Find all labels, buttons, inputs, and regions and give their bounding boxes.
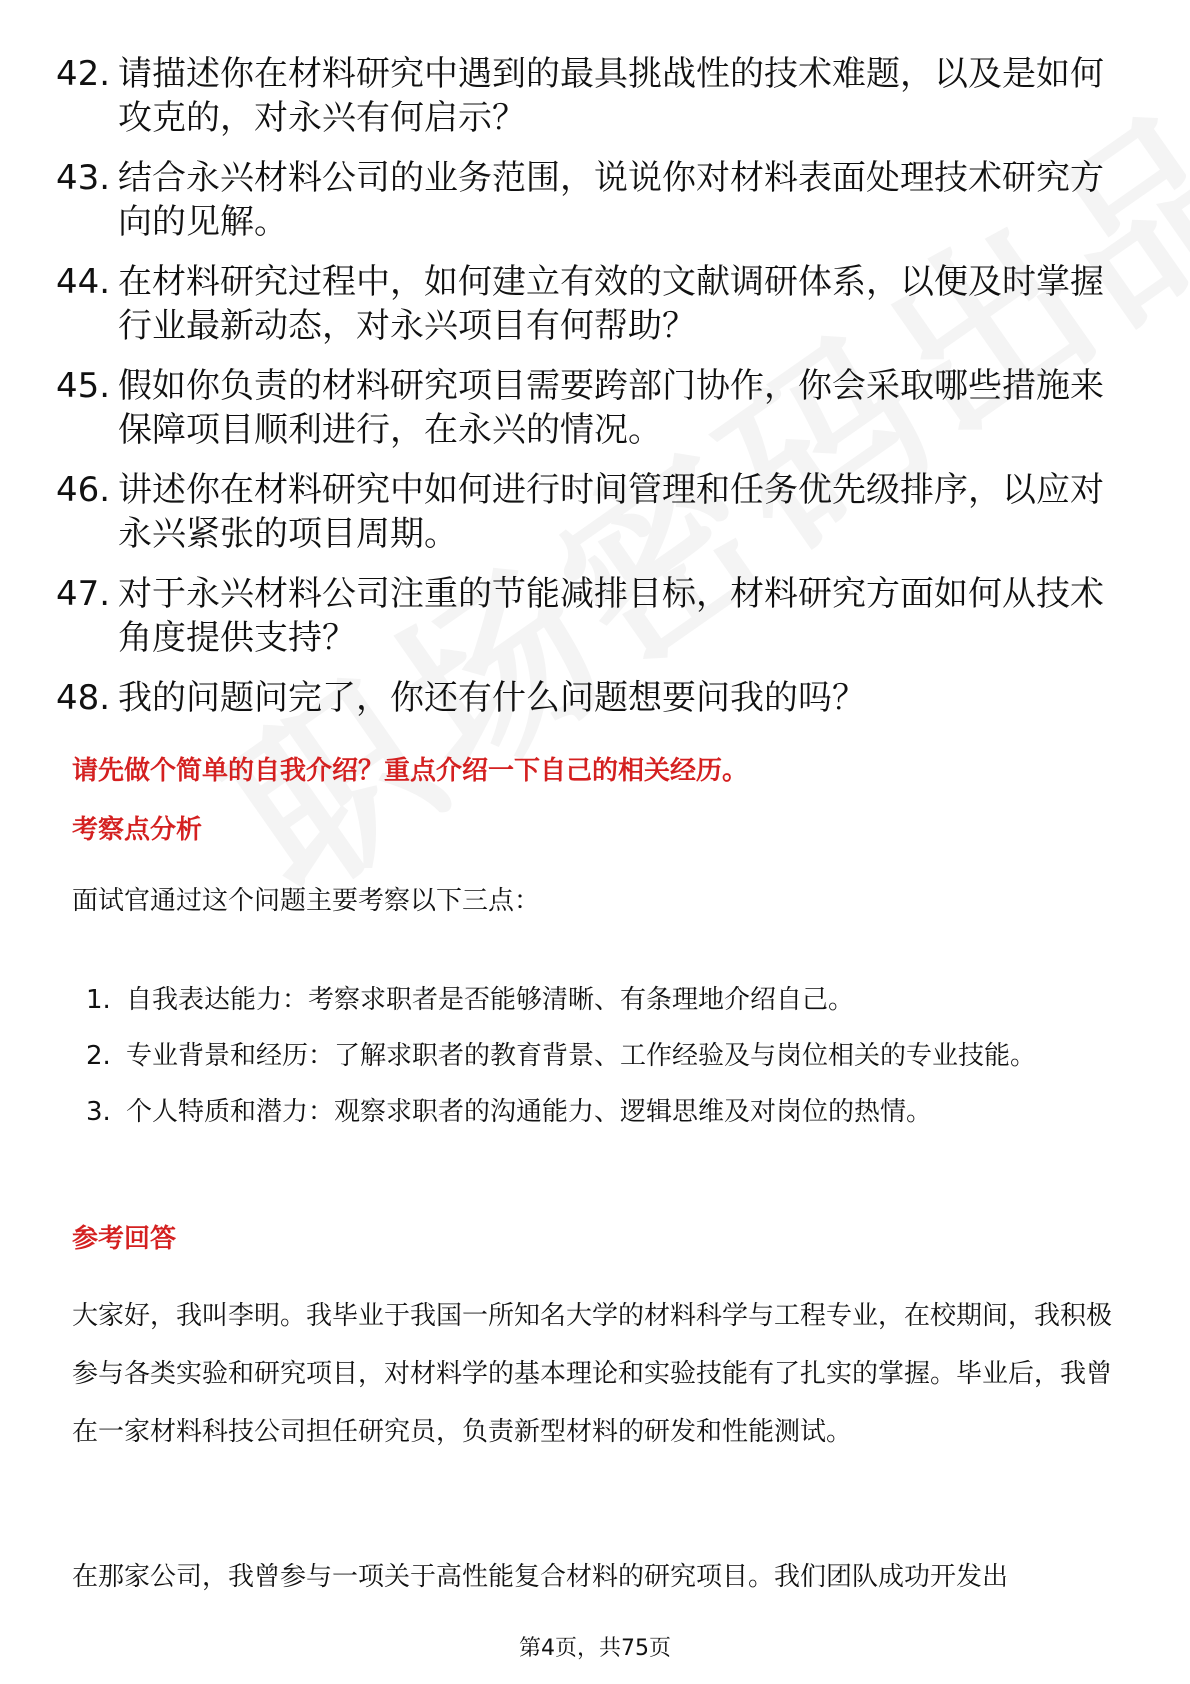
question-item — [56, 676, 1136, 720]
question-text: 请描述你在材料研究中遇到的最具挑战性的技术难题，以及是如何攻克的，对永兴有何启示？ — [118, 54, 1104, 138]
point-number: 1. — [86, 985, 111, 1015]
question-text: 在材料研究过程中，如何建立有效的文献调研体系，以便及时掌握行业最新动态，对永兴项目有何帮助？ — [118, 262, 1104, 346]
answer-heading: 参考回答 — [72, 1224, 177, 1254]
question-item — [56, 468, 1136, 556]
analysis-heading: 考察点分析 — [72, 815, 203, 845]
question-item — [56, 260, 1136, 348]
question-item — [56, 52, 1136, 140]
question-number: 44. — [56, 262, 111, 302]
question-item — [56, 572, 1136, 660]
question-number: 47. — [56, 574, 111, 614]
analysis-point — [86, 1028, 1096, 1084]
answer-paragraph: 在那家公司，我曾参与一项关于高性能复合材料的研究项目。我们团队成功开发出 — [72, 1562, 1009, 1592]
question-number: 48. — [56, 678, 111, 718]
analysis-intro: 面试官通过这个问题主要考察以下三点： — [72, 886, 541, 916]
question-item — [56, 156, 1136, 244]
point-number: 3. — [86, 1097, 111, 1127]
question-text: 我的问题问完了，你还有什么问题想要问我的吗？ — [118, 678, 866, 718]
point-text: 个人特质和潜力：观察求职者的沟通能力、逻辑思维及对岗位的热情。 — [126, 1097, 933, 1127]
answer-paragraph: 大家好，我叫李明。我毕业于我国一所知名大学的材料科学与工程专业，在校期间，我积极参与各类实验和研究项目，对材料学的基本理论和实验技能有了扎实的掌握。毕业后，我曾在一家材料科技公司担任研究员，负责新型材料的研发和性能测试。 — [72, 1301, 1113, 1447]
question-number: 43. — [56, 158, 111, 198]
question-list — [56, 52, 1136, 736]
analysis-point-list — [86, 972, 1096, 1140]
point-text: 专业背景和经历：了解求职者的教育背景、工作经验及与岗位相关的专业技能。 — [126, 1041, 1037, 1071]
question-number: 45. — [56, 366, 111, 406]
question-number: 42. — [56, 54, 111, 94]
question-text: 结合永兴材料公司的业务范围，说说你对材料表面处理技术研究方向的见解。 — [118, 158, 1104, 242]
analysis-point — [86, 1084, 1096, 1140]
question-text: 讲述你在材料研究中如何进行时间管理和任务优先级排序，以应对永兴紧张的项目周期。 — [118, 470, 1104, 554]
question-number: 46. — [56, 470, 111, 510]
question-text: 假如你负责的材料研究项目需要跨部门协作，你会采取哪些措施来保障项目顺利进行，在永兴的情况。 — [118, 366, 1104, 450]
question-item — [56, 364, 1136, 452]
analysis-point — [86, 972, 1096, 1028]
point-number: 2. — [86, 1041, 111, 1071]
point-text: 自我表达能力：考察求职者是否能够清晰、有条理地介绍自己。 — [126, 985, 855, 1015]
page-footer: 第4页，共75页 — [519, 1636, 671, 1661]
intro-question-heading: 请先做个简单的自我介绍？重点介绍一下自己的相关经历。 — [72, 756, 749, 786]
question-text: 对于永兴材料公司注重的节能减排目标，材料研究方面如何从技术角度提供支持？ — [118, 574, 1104, 658]
